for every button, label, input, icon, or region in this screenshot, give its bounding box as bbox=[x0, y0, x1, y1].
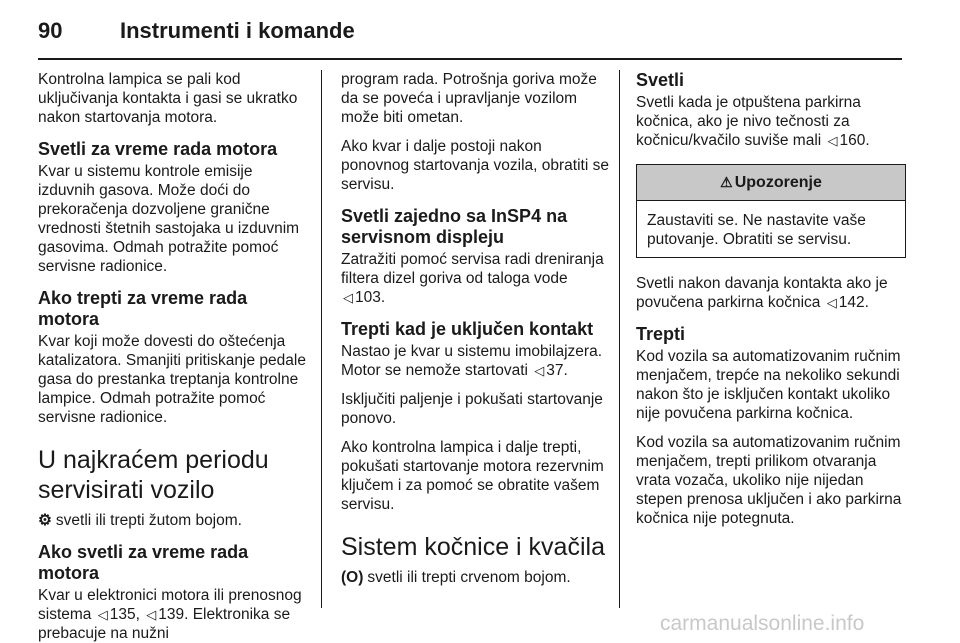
heading-flash-ignition: Trepti kad je uključen kontakt bbox=[341, 319, 594, 339]
warning-title: Upozorenje bbox=[734, 174, 822, 191]
page-header bbox=[38, 12, 902, 46]
heading-lit: Svetli bbox=[636, 70, 685, 90]
heading-insp4: Svetli zajedno sa InSP4 na servisnom displeju bbox=[341, 206, 568, 247]
warning-header bbox=[637, 165, 905, 201]
warning-text: Zaustaviti se. Ne nastavite vaše putovanje. Obratiti se servisu. bbox=[647, 212, 866, 248]
page-ref-link[interactable]: 139 bbox=[158, 606, 185, 623]
column-divider bbox=[321, 70, 322, 608]
heading-lit-running: Svetli za vreme rada motora bbox=[38, 139, 278, 159]
watermark: carmanualsonline.info bbox=[660, 612, 865, 635]
intro-paragraph: Kontrolna lampica se pali kod uključivanja kontakta i gasi se ukratko nakon startovanja motora. bbox=[38, 71, 298, 126]
column-2 bbox=[341, 70, 609, 597]
paragraph-lit-running: Kvar u sistemu kontrole emisije izduvnih gasova. Može doći do prekoračenja dozvoljene granične vrednosti štetnih sastojaka u izduvnim gasovima. Odmah potražite pomoć servisne radionice. bbox=[38, 163, 300, 275]
page-ref-icon: ◁ bbox=[827, 133, 838, 148]
paragraph-continued: program rada. Potrošnja goriva može da se poveća i upravljanje vozilom može biti ometan. bbox=[341, 71, 597, 126]
engine-service-icon: ⚙ bbox=[38, 512, 52, 529]
paragraph-electronics: Kvar u elektronici motora ili prenosnog sistema ◁ 135, ◁ 139. Elektronika se prebacuje na nužni bbox=[38, 587, 302, 642]
paragraph-automated-1: Kod vozila sa automatizovanim ručnim menjačem, trepće na nekoliko sekundi nakon što je isključen kontakt ukoliko nije povučena parkirna kočnica. bbox=[636, 348, 901, 422]
page-ref-link[interactable]: 160. bbox=[839, 132, 870, 149]
page-ref-link[interactable]: 135 bbox=[109, 606, 136, 623]
paragraph-spare-key: Ako kontrolna lampica i dalje trepti, pokušati startovanje motora rezervnim ključem i za pomoć se obratite vašem servisu. bbox=[341, 439, 604, 513]
header-rule bbox=[38, 58, 902, 60]
paragraph-service-soon: ⚙ svetli ili trepti žutom bojom. bbox=[38, 512, 242, 529]
paragraph-parking-brake: Svetli nakon davanja kontakta ako je povučena parkirna kočnica ◁ 142. bbox=[636, 275, 888, 311]
page-ref-link[interactable]: 37. bbox=[546, 362, 568, 379]
paragraph-flashing-running: Kvar koji može dovesti do oštećenja katalizatora. Smanjiti pritiskanje pedale gasa do prestanka treptanja kontrolne lampice. Odmah potražite pomoć servisne radionice. bbox=[38, 333, 306, 426]
paragraph-brake: (O) svetli ili trepti crvenom bojom. bbox=[341, 569, 571, 586]
heading-service-soon: U najkraćem periodu servisirati vozilo bbox=[38, 446, 269, 504]
heading-brake-clutch: Sistem kočnice i kvačila bbox=[341, 533, 605, 561]
paragraph-immobiliser: Nastao je kvar u sistemu imobilajzera. Motor se nemože startovati ◁ 37. bbox=[341, 343, 603, 379]
paragraph-insp4: Zatražiti pomoć servisa radi dreniranja filtera dizel goriva od taloga vode ◁ 103. bbox=[341, 251, 604, 306]
page-ref-icon: ◁ bbox=[146, 607, 157, 622]
paragraph-restart: Isključiti paljenje i pokušati startovanje ponovo. bbox=[341, 391, 603, 427]
heading-flashing-running: Ako trepti za vreme rada motora bbox=[38, 288, 248, 329]
paragraph-lit: Svetli kada je otpuštena parkirna kočnica, ako je nivo tečnosti za kočnicu/kvačilo suviše mali ◁ 160. bbox=[636, 94, 870, 149]
warning-triangle-icon: ⚠ bbox=[720, 174, 733, 190]
warning-box bbox=[636, 164, 906, 258]
column-1 bbox=[38, 70, 310, 643]
page-ref-link[interactable]: 103. bbox=[355, 289, 386, 306]
heading-service-lit-running: Ako svetli za vreme rada motora bbox=[38, 542, 249, 583]
heading-flash: Trepti bbox=[636, 324, 686, 344]
page-ref-link[interactable]: 142. bbox=[838, 294, 869, 311]
column-3 bbox=[636, 70, 906, 538]
page-ref-icon: ◁ bbox=[826, 295, 837, 310]
brake-warning-icon: (O) bbox=[341, 569, 364, 586]
page-ref-icon: ◁ bbox=[97, 607, 108, 622]
paragraph-persist: Ako kvar i dalje postoji nakon ponovnog startovanja vozila, obratiti se servisu. bbox=[341, 138, 609, 193]
page-ref-icon: ◁ bbox=[343, 290, 353, 305]
column-divider bbox=[619, 70, 620, 608]
section-title: Instrumenti i komande bbox=[120, 18, 355, 43]
paragraph-automated-2: Kod vozila sa automatizovanim ručnim menjačem, trepti prilikom otvaranja vrata vozača, ukoliko nije nijedan stepen prenosa uključen i ako parkirna kočnica nije potegnuta. bbox=[636, 434, 902, 527]
page-ref-icon: ◁ bbox=[534, 363, 545, 378]
page-number: 90 bbox=[38, 18, 63, 43]
